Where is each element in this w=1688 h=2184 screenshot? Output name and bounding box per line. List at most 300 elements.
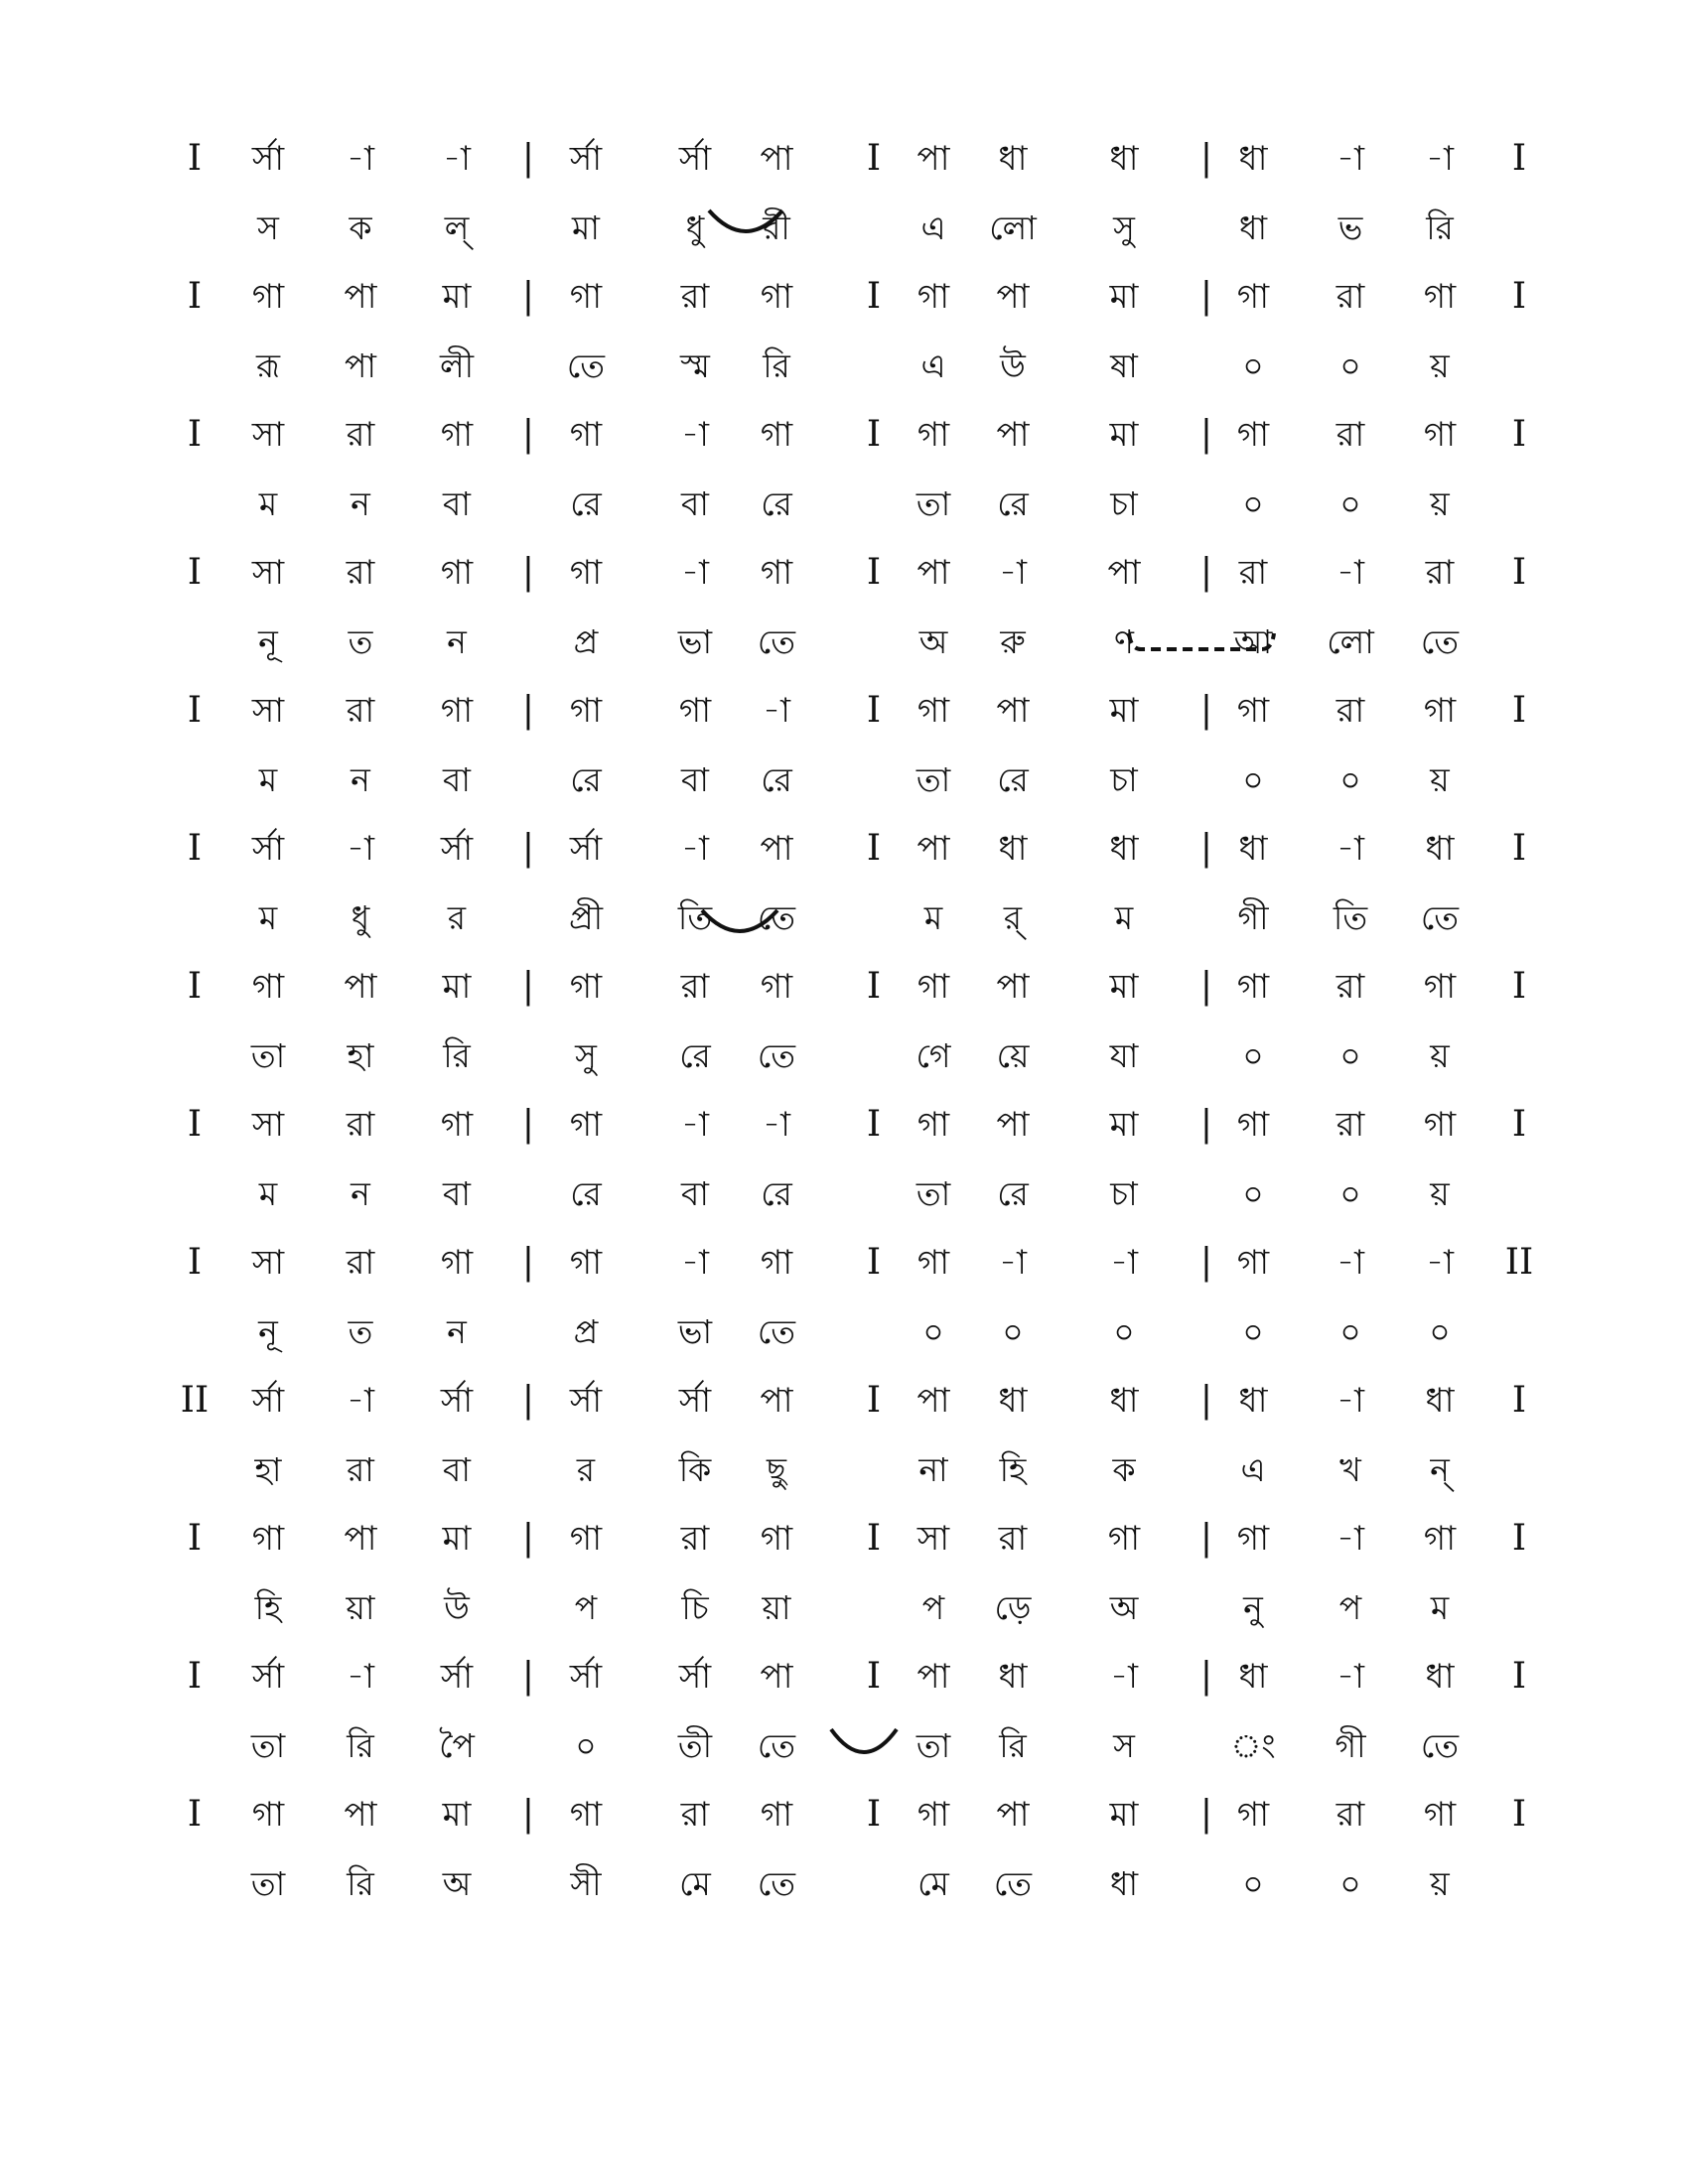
swara-row: [0, 1095, 1688, 1155]
swara-note: ধা: [998, 829, 1028, 869]
lyric-row: [0, 751, 1688, 810]
swara-note: ধা: [998, 1657, 1028, 1697]
lyric-syllable: য়: [1430, 484, 1450, 523]
swara-note: পা: [760, 139, 793, 179]
measure-barline: I: [1511, 1104, 1527, 1145]
lyric-row: [0, 475, 1688, 534]
measure-barline: I: [187, 690, 203, 731]
bar-separator: |: [521, 138, 535, 179]
measure-barline: I: [1511, 1794, 1527, 1835]
swara-note: সা: [251, 553, 285, 593]
lyric-syllable: ধা: [1238, 208, 1268, 247]
lyric-syllable: য়: [1430, 1864, 1450, 1903]
lyric-syllable: অ: [1109, 1588, 1139, 1627]
measure-barline: I: [187, 1518, 203, 1559]
lyric-syllable: ০: [1339, 1036, 1361, 1075]
swara-note: গা: [1236, 1243, 1270, 1283]
measure-barline: I: [1511, 1518, 1527, 1559]
lyric-syllable: অ: [442, 1864, 472, 1903]
swara-note: ধা: [1425, 829, 1455, 869]
measure-barline: I: [866, 1518, 882, 1559]
lyric-syllable: সী: [570, 1864, 602, 1903]
lyric-syllable: ০: [1339, 760, 1361, 799]
lyric-syllable: তী: [677, 1726, 713, 1765]
lyric-syllable: তা: [250, 1036, 286, 1075]
bar-separator: |: [521, 1794, 535, 1835]
swara-note: মা: [442, 1795, 472, 1835]
lyric-syllable: ত: [348, 622, 373, 661]
swara-row: [0, 681, 1688, 741]
lyric-syllable: ন: [447, 622, 467, 661]
swara-row: [0, 1509, 1688, 1569]
notation-system: [0, 405, 1688, 534]
lyric-syllable: ০: [1339, 1312, 1361, 1351]
lyric-syllable: এ: [1240, 1450, 1266, 1489]
lyric-syllable: পা: [345, 346, 376, 385]
lyric-syllable: ক: [349, 208, 372, 247]
swara-note: গা: [1236, 1519, 1270, 1559]
lyric-syllable: লো: [1327, 622, 1374, 661]
swara-note: ধা: [1238, 1657, 1268, 1697]
lyric-syllable: তে: [757, 1036, 796, 1075]
measure-barline: I: [1511, 966, 1527, 1007]
swara-note: গা: [1236, 967, 1270, 1007]
measure-barline: I: [187, 276, 203, 317]
swara-note: গা: [569, 277, 603, 317]
swara-note: -া: [1336, 139, 1364, 179]
swara-note: -া: [763, 691, 790, 731]
lyric-syllable: ং: [1230, 1726, 1276, 1765]
lyric-syllable: মে: [679, 1864, 711, 1903]
lyric-syllable: রে: [761, 1174, 792, 1213]
swara-note: -া: [681, 829, 709, 869]
swara-note: -া: [681, 1243, 709, 1283]
notation-system: [0, 1647, 1688, 1776]
lyric-syllable: তি: [677, 898, 713, 937]
swara-note: র্সা: [440, 829, 474, 869]
lyric-syllable: ভা: [677, 622, 713, 661]
measure-barline: I: [1511, 690, 1527, 731]
lyric-syllable: ০: [1242, 1864, 1264, 1903]
measure-barline: I: [187, 1104, 203, 1145]
lyric-row: [0, 1440, 1688, 1500]
lyric-syllable: ম: [1430, 1588, 1450, 1627]
swara-note: ধা: [1238, 829, 1268, 869]
swara-note: গা: [569, 553, 603, 593]
bar-separator: |: [1199, 276, 1213, 317]
swara-note: পা: [760, 1657, 793, 1697]
notation-system: [0, 543, 1688, 672]
swara-note: গা: [916, 1105, 950, 1145]
lyric-row: [0, 1854, 1688, 1914]
swara-note: -া: [1426, 1243, 1454, 1283]
swara-note: র্সা: [569, 829, 603, 869]
swara-note: গা: [569, 1795, 603, 1835]
swara-note: -া: [763, 1105, 790, 1145]
swara-row: [0, 267, 1688, 327]
lyric-syllable: লী: [439, 346, 475, 385]
lyric-syllable: রা: [347, 1450, 374, 1489]
lyric-syllable: য়া: [762, 1588, 791, 1627]
lyric-row: [0, 1164, 1688, 1224]
swara-row: [0, 129, 1688, 189]
swara-note: ধা: [1109, 1381, 1139, 1421]
lyric-syllable: এ: [920, 208, 946, 247]
lyric-syllable: না: [918, 1450, 948, 1489]
bar-separator: |: [521, 414, 535, 455]
lyric-syllable: রে: [679, 1036, 711, 1075]
measure-barline: I: [1511, 552, 1527, 593]
swara-note: মা: [442, 1519, 472, 1559]
swara-note: র্সা: [440, 1657, 474, 1697]
swara-note: গা: [569, 1105, 603, 1145]
measure-barline: I: [187, 138, 203, 179]
swara-note: মা: [442, 967, 472, 1007]
bar-separator: |: [1199, 1518, 1213, 1559]
swara-note: -া: [681, 553, 709, 593]
lyric-syllable: স: [257, 208, 279, 247]
measure-barline: I: [866, 1794, 882, 1835]
notation-system: [0, 1233, 1688, 1362]
lyric-syllable: প্র: [573, 622, 599, 661]
swara-note: মা: [1109, 967, 1139, 1007]
lyric-syllable: সু: [575, 1036, 597, 1075]
lyric-syllable: র: [447, 898, 467, 937]
lyric-syllable: ন: [351, 484, 370, 523]
lyric-syllable: রি: [347, 1726, 374, 1765]
swara-note: গা: [1236, 1795, 1270, 1835]
lyric-syllable: রে: [570, 760, 602, 799]
lyric-syllable: য়: [1430, 1174, 1450, 1213]
lyric-syllable: বা: [443, 1174, 471, 1213]
swara-note: গা: [251, 1795, 285, 1835]
lyric-syllable: চা: [1110, 760, 1138, 799]
swara-note: র্সা: [569, 1381, 603, 1421]
swara-note: মা: [1109, 1795, 1139, 1835]
swara-note: গা: [916, 1795, 950, 1835]
lyric-syllable: ০: [1242, 346, 1264, 385]
measure-barline: I: [866, 1656, 882, 1697]
lyric-syllable: তা: [250, 1864, 286, 1903]
lyric-syllable: রি: [763, 346, 790, 385]
swara-note: র্সা: [440, 1381, 474, 1421]
lyric-syllable: তে: [757, 1726, 796, 1765]
swara-note: র্সা: [569, 1657, 603, 1697]
lyric-syllable: র্: [1003, 898, 1023, 937]
swara-note: ধা: [1425, 1381, 1455, 1421]
swara-note: গা: [760, 553, 793, 593]
lyric-syllable: স্ম: [680, 346, 710, 385]
lyric-syllable: তে: [757, 898, 796, 937]
swara-note: ধা: [998, 1381, 1028, 1421]
lyric-syllable: ০: [575, 1726, 597, 1765]
lyric-syllable: য়: [1430, 760, 1450, 799]
lyric-syllable: ন: [447, 1312, 467, 1351]
lyric-syllable: গে: [915, 1036, 951, 1075]
swara-note: গা: [760, 1795, 793, 1835]
swara-note: রা: [346, 553, 375, 593]
lyric-syllable: চি: [681, 1588, 709, 1627]
measure-barline: I: [866, 138, 882, 179]
swara-note: -া: [1336, 553, 1364, 593]
swara-note: গা: [1423, 1519, 1457, 1559]
lyric-syllable: ০: [1339, 1864, 1361, 1903]
swara-note: -া: [347, 139, 374, 179]
lyric-syllable: তে: [993, 1864, 1033, 1903]
measure-barline: I: [187, 828, 203, 869]
lyric-syllable: ক: [1112, 1450, 1136, 1489]
notation-system: [0, 957, 1688, 1086]
bar-separator: |: [521, 1380, 535, 1421]
swara-row: [0, 957, 1688, 1017]
measure-barline: I: [187, 966, 203, 1007]
bar-separator: |: [1199, 966, 1213, 1007]
lyric-syllable: ০: [1339, 484, 1361, 523]
swara-note: গা: [760, 277, 793, 317]
lyric-syllable: রে: [570, 1174, 602, 1213]
lyric-syllable: তা: [915, 484, 951, 523]
swara-note: গা: [569, 1519, 603, 1559]
swara-note: রা: [346, 691, 375, 731]
bar-separator: |: [1199, 1656, 1213, 1697]
lyric-syllable: প: [574, 1588, 598, 1627]
swara-note: পা: [344, 277, 377, 317]
swara-note: রা: [346, 1243, 375, 1283]
lyric-syllable: হা: [347, 1036, 374, 1075]
lyric-syllable: চা: [1110, 1174, 1138, 1213]
lyric-syllable: ০: [1242, 1036, 1264, 1075]
lyric-syllable: সু: [1113, 208, 1135, 247]
swara-note: গা: [569, 967, 603, 1007]
swara-note: রা: [680, 1795, 710, 1835]
lyric-syllable: রে: [570, 484, 602, 523]
lyric-syllable: তে: [757, 1864, 796, 1903]
lyric-syllable: য়ে: [996, 1036, 1030, 1075]
measure-barline: I: [1511, 276, 1527, 317]
notation-system: [0, 1509, 1688, 1638]
swara-note: র্সা: [678, 1657, 712, 1697]
lyric-syllable: ণ: [1114, 622, 1134, 661]
measure-barline: I: [187, 552, 203, 593]
swara-note: ধা: [1425, 1657, 1455, 1697]
swara-note: পা: [760, 829, 793, 869]
lyric-syllable: রূ: [255, 346, 281, 385]
lyric-syllable: ০: [1242, 484, 1264, 523]
swara-note: সা: [916, 1519, 950, 1559]
lyric-syllable: ম: [258, 1174, 278, 1213]
lyric-syllable: রে: [997, 1174, 1029, 1213]
swara-note: গা: [1107, 1519, 1141, 1559]
swara-note: গা: [1236, 277, 1270, 317]
lyric-syllable: বা: [443, 1450, 471, 1489]
swara-note: গা: [1423, 415, 1457, 455]
lyric-syllable: গী: [1237, 898, 1269, 937]
lyric-syllable: বা: [443, 760, 471, 799]
swara-note: র্সা: [251, 139, 285, 179]
swara-note: গা: [760, 1519, 793, 1559]
swara-note: গা: [1236, 1105, 1270, 1145]
lyric-syllable: ০: [1429, 1312, 1451, 1351]
lyric-syllable: আ: [1233, 622, 1273, 661]
swara-note: পা: [916, 1657, 950, 1697]
swara-note: মা: [442, 277, 472, 317]
lyric-syllable: ম: [1114, 898, 1134, 937]
measure-barline: I: [1511, 1656, 1527, 1697]
lyric-syllable: রি: [443, 1036, 471, 1075]
swara-note: -া: [999, 553, 1027, 593]
swara-note: রা: [1336, 1795, 1365, 1835]
lyric-syllable: রী: [763, 208, 790, 247]
swara-note: মা: [1109, 277, 1139, 317]
lyric-syllable: তা: [915, 760, 951, 799]
swara-note: র্সা: [569, 139, 603, 179]
swara-note: সা: [251, 1243, 285, 1283]
swara-note: -া: [1336, 1381, 1364, 1421]
lyric-syllable: তে: [1420, 1726, 1460, 1765]
lyric-syllable: স: [1113, 1726, 1135, 1765]
bar-separator: |: [1199, 414, 1213, 455]
swara-row: [0, 819, 1688, 879]
lyric-syllable: যা: [1109, 1036, 1139, 1075]
swara-row: [0, 543, 1688, 603]
measure-barline: I: [187, 1656, 203, 1697]
swara-note: র্সা: [251, 829, 285, 869]
lyric-syllable: ০: [1339, 1174, 1361, 1213]
lyric-syllable: ভ: [1337, 208, 1363, 247]
lyric-syllable: প্র: [573, 1312, 599, 1351]
swara-note: গা: [440, 691, 474, 731]
swara-note: ধা: [1238, 1381, 1268, 1421]
swara-note: গা: [251, 1519, 285, 1559]
swara-note: গা: [1423, 691, 1457, 731]
swara-note: -া: [1426, 139, 1454, 179]
lyric-syllable: ল্: [444, 208, 470, 247]
swara-note: -া: [999, 1243, 1027, 1283]
swara-note: রা: [346, 1105, 375, 1145]
swara-note: র্সা: [678, 139, 712, 179]
swara-note: -া: [681, 1105, 709, 1145]
swara-note: গা: [440, 415, 474, 455]
lyric-syllable: তে: [757, 622, 796, 661]
swara-note: পা: [916, 1381, 950, 1421]
measure-barline: I: [866, 828, 882, 869]
bar-separator: |: [1199, 828, 1213, 869]
bar-separator: |: [521, 1242, 535, 1283]
lyric-syllable: এ: [920, 346, 946, 385]
swara-note: পা: [996, 1105, 1030, 1145]
double-barline: II: [1504, 1242, 1534, 1283]
lyric-syllable: রি: [347, 1864, 374, 1903]
lyric-syllable: ০: [1242, 1312, 1264, 1351]
bar-separator: |: [521, 966, 535, 1007]
swara-note: গা: [569, 691, 603, 731]
lyric-syllable: প: [921, 1588, 945, 1627]
lyric-syllable: বা: [681, 1174, 709, 1213]
lyric-row: [0, 1302, 1688, 1362]
bar-separator: |: [521, 828, 535, 869]
swara-note: গা: [1423, 967, 1457, 1007]
lyric-syllable: তা: [250, 1726, 286, 1765]
notation-system: [0, 1095, 1688, 1224]
bar-separator: |: [521, 690, 535, 731]
swara-note: রা: [1336, 691, 1365, 731]
lyric-syllable: ন্: [1430, 1450, 1450, 1489]
swara-note: র্সা: [678, 1381, 712, 1421]
lyric-syllable: খ: [1339, 1450, 1361, 1489]
swara-note: গা: [916, 277, 950, 317]
lyric-syllable: অ: [918, 622, 948, 661]
swara-note: রা: [1238, 553, 1268, 593]
swara-row: [0, 1233, 1688, 1293]
lyric-syllable: প: [1338, 1588, 1362, 1627]
swara-note: -া: [1336, 1519, 1364, 1559]
lyric-syllable: রে: [761, 760, 792, 799]
lyric-syllable: ০: [1242, 1174, 1264, 1213]
lyric-row: [0, 888, 1688, 948]
lyric-syllable: রু: [1000, 622, 1026, 661]
lyric-syllable: ন: [351, 760, 370, 799]
swara-note: গা: [440, 1105, 474, 1145]
lyric-syllable: পৈ: [439, 1726, 475, 1765]
lyric-syllable: নু: [1243, 1588, 1263, 1627]
notation-system: [0, 129, 1688, 258]
measure-barline: I: [866, 552, 882, 593]
double-barline: II: [180, 1380, 210, 1421]
swara-note: গা: [569, 415, 603, 455]
swara-row: [0, 1371, 1688, 1431]
lyric-syllable: ষা: [1110, 346, 1138, 385]
swara-note: গা: [1423, 1105, 1457, 1145]
swara-note: পা: [996, 691, 1030, 731]
swara-note: পা: [916, 139, 950, 179]
swara-note: -া: [347, 1381, 374, 1421]
lyric-syllable: ম: [258, 760, 278, 799]
lyric-syllable: উ: [1000, 346, 1026, 385]
swara-note: র্সা: [251, 1657, 285, 1697]
swara-note: -া: [1336, 1657, 1364, 1697]
lyric-syllable: য়া: [346, 1588, 375, 1627]
swara-note: সা: [251, 691, 285, 731]
swara-row: [0, 405, 1688, 465]
swara-note: রা: [680, 1519, 710, 1559]
notation-system: [0, 819, 1688, 948]
bar-separator: |: [1199, 1104, 1213, 1145]
measure-barline: I: [866, 276, 882, 317]
lyric-syllable: উ: [444, 1588, 470, 1627]
measure-barline: I: [187, 1242, 203, 1283]
swara-note: গা: [251, 967, 285, 1007]
lyric-syllable: রে: [761, 484, 792, 523]
lyric-syllable: তে: [1420, 898, 1460, 937]
swara-note: গা: [1236, 691, 1270, 731]
lyric-syllable: লো: [989, 208, 1037, 247]
swara-note: সা: [251, 415, 285, 455]
lyric-syllable: মে: [917, 1864, 949, 1903]
swara-note: রা: [1336, 415, 1365, 455]
swara-note: গা: [916, 691, 950, 731]
measure-barline: I: [866, 966, 882, 1007]
lyric-syllable: ০: [1113, 1312, 1135, 1351]
lyric-syllable: তা: [915, 1174, 951, 1213]
notation-system: [0, 267, 1688, 396]
swara-note: গা: [569, 1243, 603, 1283]
lyric-syllable: ভা: [677, 1312, 713, 1351]
swara-note: -া: [347, 1657, 374, 1697]
swara-row: [0, 1785, 1688, 1844]
swara-note: ধা: [1238, 139, 1268, 179]
swara-note: রা: [1336, 1105, 1365, 1145]
bar-separator: |: [521, 1656, 535, 1697]
